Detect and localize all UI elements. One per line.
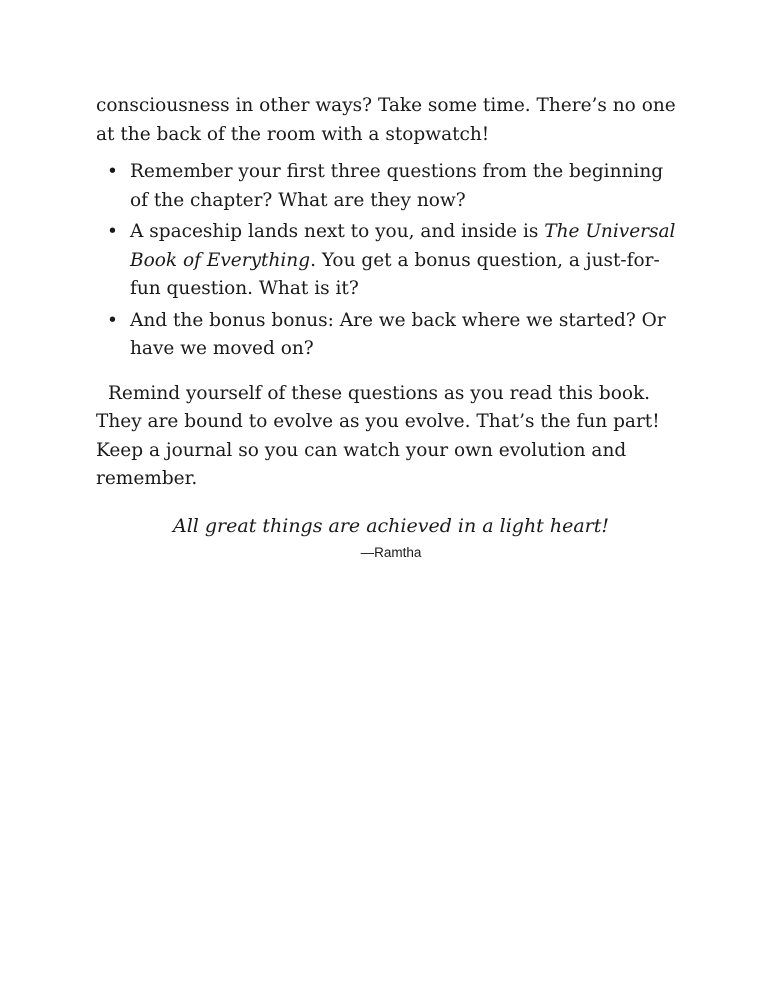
- list-item: [106, 307, 686, 364]
- quote-attribution: —Ramtha: [360, 544, 422, 560]
- list-item-text: Remember your first three questions from the beginning of the chapter? What are they now?: [130, 161, 664, 211]
- book-page: [96, 92, 686, 562]
- bullet-icon: •: [107, 221, 118, 242]
- bullet-icon: •: [107, 161, 118, 182]
- intro-paragraph: consciousness in other ways? Take some time. There’s no one at the back of the room with a stopwatch!: [96, 95, 676, 145]
- list-item-text-continued: . You get a bonus question, a just-for-fun question. What is it?: [130, 249, 660, 299]
- epigraph-quote: All great things are achieved in a light heart!: [172, 514, 610, 537]
- bullet-icon: •: [107, 309, 118, 331]
- list-item-text: A spaceship lands next to you, and inside is: [130, 221, 545, 242]
- question-list: [96, 158, 686, 364]
- reminder-paragraph: Remind yourself of these questions as you read this book. They are bound to evolve as you evolve. That’s the fun part! Keep a journal so you can watch your own evolution and remember.: [96, 382, 660, 489]
- list-item-text: And the bonus bonus: Are we back where we started? Or have we moved on?: [130, 309, 666, 359]
- list-item: [106, 218, 686, 304]
- book-title: The Universal Book of Everything: [130, 221, 676, 271]
- list-item: [106, 158, 686, 215]
